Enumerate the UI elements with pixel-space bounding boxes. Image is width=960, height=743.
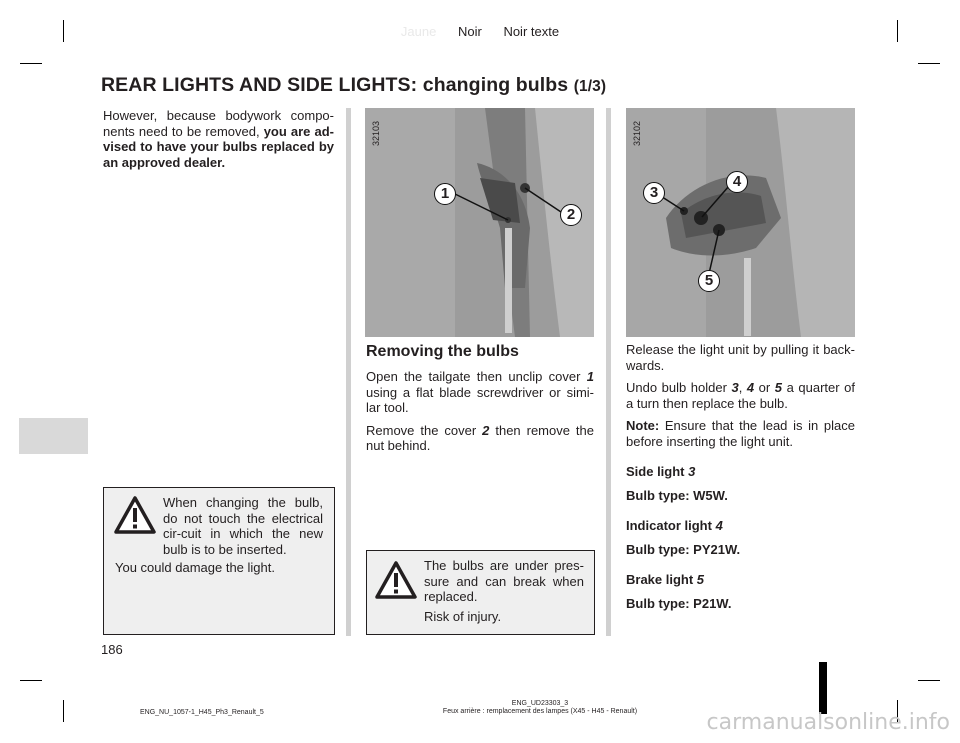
undo-text: Undo bulb holder — [626, 380, 732, 395]
instruction-1-text-b: using a flat blade screwdriver or simi-lar tool. — [366, 384, 594, 415]
ref-4: 4 — [746, 380, 755, 395]
callout-5 — [698, 270, 720, 292]
section-heading: Removing the bulbs — [366, 343, 519, 360]
undo-sep-2: or — [754, 380, 775, 395]
intro-paragraph — [103, 108, 334, 170]
removing-section — [366, 343, 594, 454]
warning-box — [366, 550, 595, 635]
warning-text: The bulbs are under pres-sure and can break when replaced. — [424, 558, 584, 604]
callout-5-label: 5 — [704, 272, 714, 289]
image-code: 32103 — [371, 120, 381, 146]
note-label: Note: — [626, 418, 660, 433]
brake-light-bulb-type: Bulb type: P21W. — [626, 596, 732, 611]
footer-left-code: ENG_NU_1057-1_H45_Ph3_Renault_5 — [140, 709, 264, 716]
callout-3-label: 3 — [649, 184, 659, 201]
note — [626, 418, 855, 449]
page-number: 186 — [101, 642, 123, 657]
undo-sep-1: , — [738, 380, 747, 395]
ref-5: 5 — [774, 380, 783, 395]
tailgate-photo — [365, 108, 594, 337]
color-label-jaune: Jaune — [400, 24, 437, 39]
callout-2 — [560, 204, 582, 226]
footer-right-block — [420, 700, 660, 716]
color-registration-bar — [0, 24, 960, 39]
side-light-bulb-type: Bulb type: W5W. — [626, 488, 728, 503]
side-light-ref: 3 — [688, 464, 696, 479]
crop-mark — [918, 63, 940, 64]
callout-3 — [643, 182, 665, 204]
column-divider — [346, 108, 351, 636]
brake-light-ref: 5 — [696, 572, 705, 587]
instruction-1 — [366, 369, 594, 416]
footer-right-code: ENG_UD23303_3 — [511, 700, 569, 707]
ref-2: 2 — [482, 422, 490, 438]
crop-mark — [20, 63, 42, 64]
light-unit-photo — [626, 108, 855, 337]
indicator-light-bulb-type: Bulb type: PY21W. — [626, 542, 741, 557]
instruction-2-text-b: then remove the nut behind. — [366, 422, 594, 453]
image-code: 32102 — [632, 120, 642, 146]
instruction-2 — [366, 423, 594, 454]
crop-mark — [63, 700, 64, 722]
warning-consequence: You could damage the light. — [115, 560, 275, 575]
warning-box — [103, 487, 335, 635]
undo-instruction — [626, 380, 855, 411]
instruction-1-text: Open the tailgate then unclip cover — [366, 369, 587, 384]
title-part: (1/3) — [573, 78, 607, 95]
callout-4 — [726, 171, 748, 193]
title-main: REAR LIGHTS AND SIDE LIGHTS: changing bulbs — [101, 74, 574, 96]
column-divider — [606, 108, 611, 636]
watermark: carmanualsonline.info — [706, 710, 950, 735]
ref-3: 3 — [731, 380, 739, 395]
callout-1 — [434, 183, 456, 205]
crop-mark — [20, 680, 42, 681]
color-label-noir-texte: Noir texte — [503, 24, 560, 39]
warning-triangle-icon — [113, 495, 157, 535]
black-bar — [819, 662, 827, 714]
indicator-light-ref: 4 — [715, 518, 723, 533]
indicator-light-label — [626, 518, 855, 533]
chapter-tab — [19, 418, 88, 454]
note-text: Ensure that the lead is in place before inserting the light unit. — [626, 418, 855, 449]
warning-consequence: Risk of injury. — [424, 609, 502, 624]
side-light-label — [626, 464, 855, 479]
ref-1: 1 — [586, 369, 594, 384]
warning-triangle-icon — [374, 560, 418, 600]
indicator-light-text: Indicator light — [626, 518, 716, 533]
footer-right-desc: Feux arrière : remplacement des lampes (X45 - H45 - Renault) — [442, 708, 638, 715]
intro-bold: you are ad-vised to have your bulbs replaced by an approved dealer. — [103, 123, 335, 170]
warning-text: When changing the bulb, do not touch the electrical cir-cuit in which the new bulb is to be inserted. — [163, 495, 323, 557]
callout-2-label: 2 — [566, 206, 576, 223]
instruction-2-text: Remove the cover — [366, 422, 483, 438]
callout-1-label: 1 — [440, 185, 450, 202]
page-title — [101, 74, 606, 97]
side-light-text: Side light — [626, 464, 689, 479]
brake-light-text: Brake light — [626, 572, 697, 587]
undo-text-b: a quarter of a turn then replace the bulb. — [626, 380, 855, 411]
callout-overlay — [626, 108, 855, 337]
crop-mark — [918, 680, 940, 681]
color-label-noir: Noir — [457, 24, 482, 39]
brake-light-label — [626, 572, 855, 587]
release-instruction: Release the light unit by pulling it back-wards. — [626, 342, 855, 373]
callout-4-label: 4 — [732, 173, 742, 190]
procedure-section — [626, 342, 855, 611]
callout-overlay — [365, 108, 594, 337]
intro-text: However, because bodywork compo-nents need to be removed, — [103, 108, 334, 139]
